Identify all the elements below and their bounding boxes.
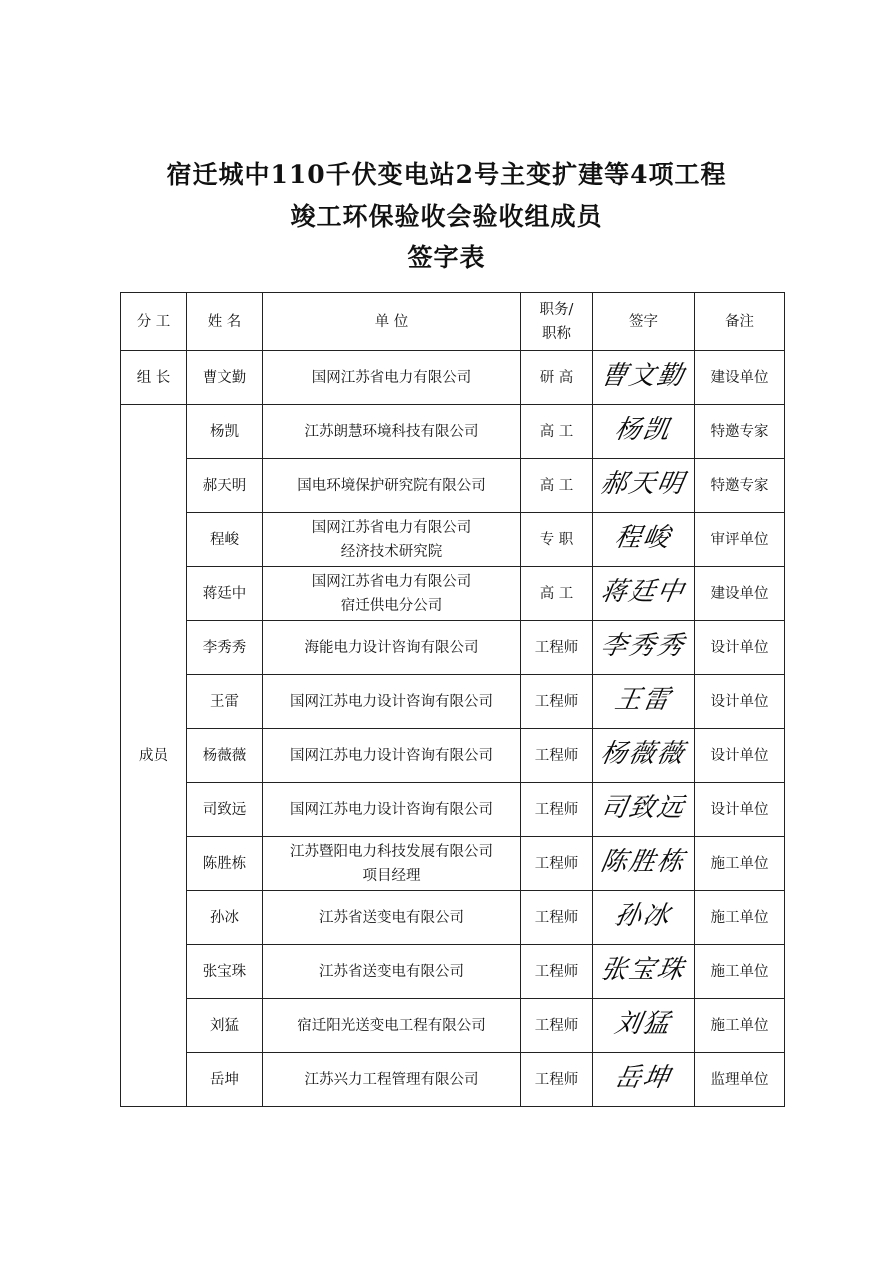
member-remark: 特邀专家	[695, 405, 785, 459]
table-row	[121, 783, 785, 837]
member-title: 工程师	[521, 729, 593, 783]
member-unit-line1: 江苏兴力工程管理有限公司	[304, 1071, 479, 1088]
leader-signature	[593, 351, 695, 405]
member-title: 高 工	[521, 567, 593, 621]
member-remark: 施工单位	[695, 999, 785, 1053]
member-signature	[593, 459, 695, 513]
member-remark: 施工单位	[695, 945, 785, 999]
member-name: 司致远	[187, 783, 263, 837]
member-name: 李秀秀	[187, 621, 263, 675]
table-row	[121, 675, 785, 729]
member-unit	[263, 513, 521, 567]
header-unit: 单 位	[263, 293, 521, 351]
member-unit	[263, 837, 521, 891]
member-name: 刘猛	[187, 999, 263, 1053]
member-title: 工程师	[521, 1053, 593, 1107]
member-unit-line1: 国网江苏省电力有限公司	[311, 519, 472, 536]
member-remark: 监理单位	[695, 1053, 785, 1107]
member-name: 王雷	[187, 675, 263, 729]
document-title-line3: 签字表	[407, 243, 486, 272]
leader-remark: 建设单位	[695, 351, 785, 405]
member-signature	[593, 837, 695, 891]
member-unit	[263, 459, 521, 513]
member-unit-line2: 经济技术研究院	[340, 543, 443, 560]
member-signature	[593, 567, 695, 621]
handwritten-signature: 郝天明	[598, 468, 689, 499]
member-title: 工程师	[521, 783, 593, 837]
members-role: 成员	[121, 405, 187, 1107]
member-remark: 设计单位	[695, 783, 785, 837]
member-unit-line1: 江苏暨阳电力科技发展有限公司	[290, 843, 493, 860]
table-row	[121, 891, 785, 945]
handwritten-signature: 李秀秀	[598, 630, 689, 661]
leader-title: 研 高	[521, 351, 593, 405]
member-title: 工程师	[521, 621, 593, 675]
leader-unit: 国网江苏省电力有限公司	[263, 351, 521, 405]
leader-row	[121, 351, 785, 405]
member-unit	[263, 729, 521, 783]
member-unit-line1: 国网江苏电力设计咨询有限公司	[290, 801, 493, 818]
member-unit-line1: 国电环境保护研究院有限公司	[297, 477, 486, 494]
member-remark: 建设单位	[695, 567, 785, 621]
member-signature	[593, 945, 695, 999]
header-signature: 签字	[593, 293, 695, 351]
member-remark: 审评单位	[695, 513, 785, 567]
table-row	[121, 621, 785, 675]
handwritten-signature: 杨凯	[612, 414, 675, 445]
handwritten-signature: 司致远	[598, 792, 689, 823]
table-row	[121, 945, 785, 999]
handwritten-signature: 程峻	[612, 522, 675, 553]
member-unit	[263, 945, 521, 999]
member-remark: 设计单位	[695, 675, 785, 729]
handwritten-signature: 张宝珠	[598, 954, 689, 985]
handwritten-signature: 刘猛	[612, 1008, 675, 1039]
table-row	[121, 729, 785, 783]
member-remark: 施工单位	[695, 837, 785, 891]
member-unit-line1: 宿迁阳光送变电工程有限公司	[297, 1017, 486, 1034]
member-signature	[593, 783, 695, 837]
member-remark: 施工单位	[695, 891, 785, 945]
handwritten-signature: 杨薇薇	[598, 738, 689, 769]
member-unit-line1: 江苏省送变电有限公司	[319, 909, 464, 926]
leader-name: 曹文勤	[187, 351, 263, 405]
member-unit-line2: 项目经理	[362, 867, 421, 884]
signature-table	[120, 292, 785, 1107]
member-signature	[593, 891, 695, 945]
table-row	[121, 405, 785, 459]
member-signature	[593, 999, 695, 1053]
member-unit-line1: 海能电力设计咨询有限公司	[304, 639, 479, 656]
member-unit	[263, 567, 521, 621]
header-remark: 备注	[695, 293, 785, 351]
table-row	[121, 837, 785, 891]
handwritten-signature: 王雷	[612, 684, 675, 715]
member-name: 杨凯	[187, 405, 263, 459]
table-row	[121, 459, 785, 513]
header-role: 分 工	[121, 293, 187, 351]
member-title: 工程师	[521, 837, 593, 891]
member-title: 工程师	[521, 891, 593, 945]
member-name: 陈胜栋	[187, 837, 263, 891]
member-name: 程峻	[187, 513, 263, 567]
member-unit-line1: 国网江苏省电力有限公司	[311, 573, 472, 590]
header-row	[121, 293, 785, 351]
member-unit	[263, 1053, 521, 1107]
table-row	[121, 1053, 785, 1107]
handwritten-signature: 曹文勤	[598, 360, 689, 391]
handwritten-signature: 孙冰	[612, 900, 675, 931]
member-name: 郝天明	[187, 459, 263, 513]
member-name: 蒋廷中	[187, 567, 263, 621]
document-title-line1: 宿迁城中110千伏变电站2号主变扩建等4项工程	[166, 160, 727, 189]
handwritten-signature: 岳坤	[612, 1062, 675, 1093]
handwritten-signature: 陈胜栋	[598, 846, 689, 877]
member-signature	[593, 513, 695, 567]
table-row	[121, 999, 785, 1053]
member-remark: 设计单位	[695, 729, 785, 783]
member-unit-line1: 国网江苏电力设计咨询有限公司	[290, 747, 493, 764]
table-row	[121, 513, 785, 567]
member-name: 岳坤	[187, 1053, 263, 1107]
member-signature	[593, 405, 695, 459]
header-name: 姓 名	[187, 293, 263, 351]
member-remark: 特邀专家	[695, 459, 785, 513]
member-unit	[263, 621, 521, 675]
member-name: 孙冰	[187, 891, 263, 945]
member-unit-line1: 国网江苏电力设计咨询有限公司	[290, 693, 493, 710]
member-unit-line1: 江苏省送变电有限公司	[319, 963, 464, 980]
member-unit	[263, 999, 521, 1053]
member-signature	[593, 729, 695, 783]
table-row	[121, 567, 785, 621]
member-title: 工程师	[521, 945, 593, 999]
member-unit-line1: 江苏朗慧环境科技有限公司	[304, 423, 479, 440]
member-title: 专 职	[521, 513, 593, 567]
member-name: 张宝珠	[187, 945, 263, 999]
member-unit	[263, 405, 521, 459]
member-signature	[593, 675, 695, 729]
member-unit	[263, 675, 521, 729]
member-unit-line2: 宿迁供电分公司	[340, 597, 443, 614]
member-unit	[263, 783, 521, 837]
handwritten-signature: 蒋廷中	[598, 576, 689, 607]
header-title-a: 职务/	[539, 301, 574, 318]
member-title: 工程师	[521, 675, 593, 729]
member-title: 高 工	[521, 405, 593, 459]
leader-role: 组 长	[121, 351, 187, 405]
member-title: 工程师	[521, 999, 593, 1053]
header-title-b: 职称	[542, 325, 571, 342]
member-signature	[593, 1053, 695, 1107]
header-title	[521, 293, 593, 351]
member-signature	[593, 621, 695, 675]
member-title: 高 工	[521, 459, 593, 513]
member-unit	[263, 891, 521, 945]
member-remark: 设计单位	[695, 621, 785, 675]
member-name: 杨薇薇	[187, 729, 263, 783]
document-title-line2: 竣工环保验收会验收组成员	[290, 202, 603, 231]
